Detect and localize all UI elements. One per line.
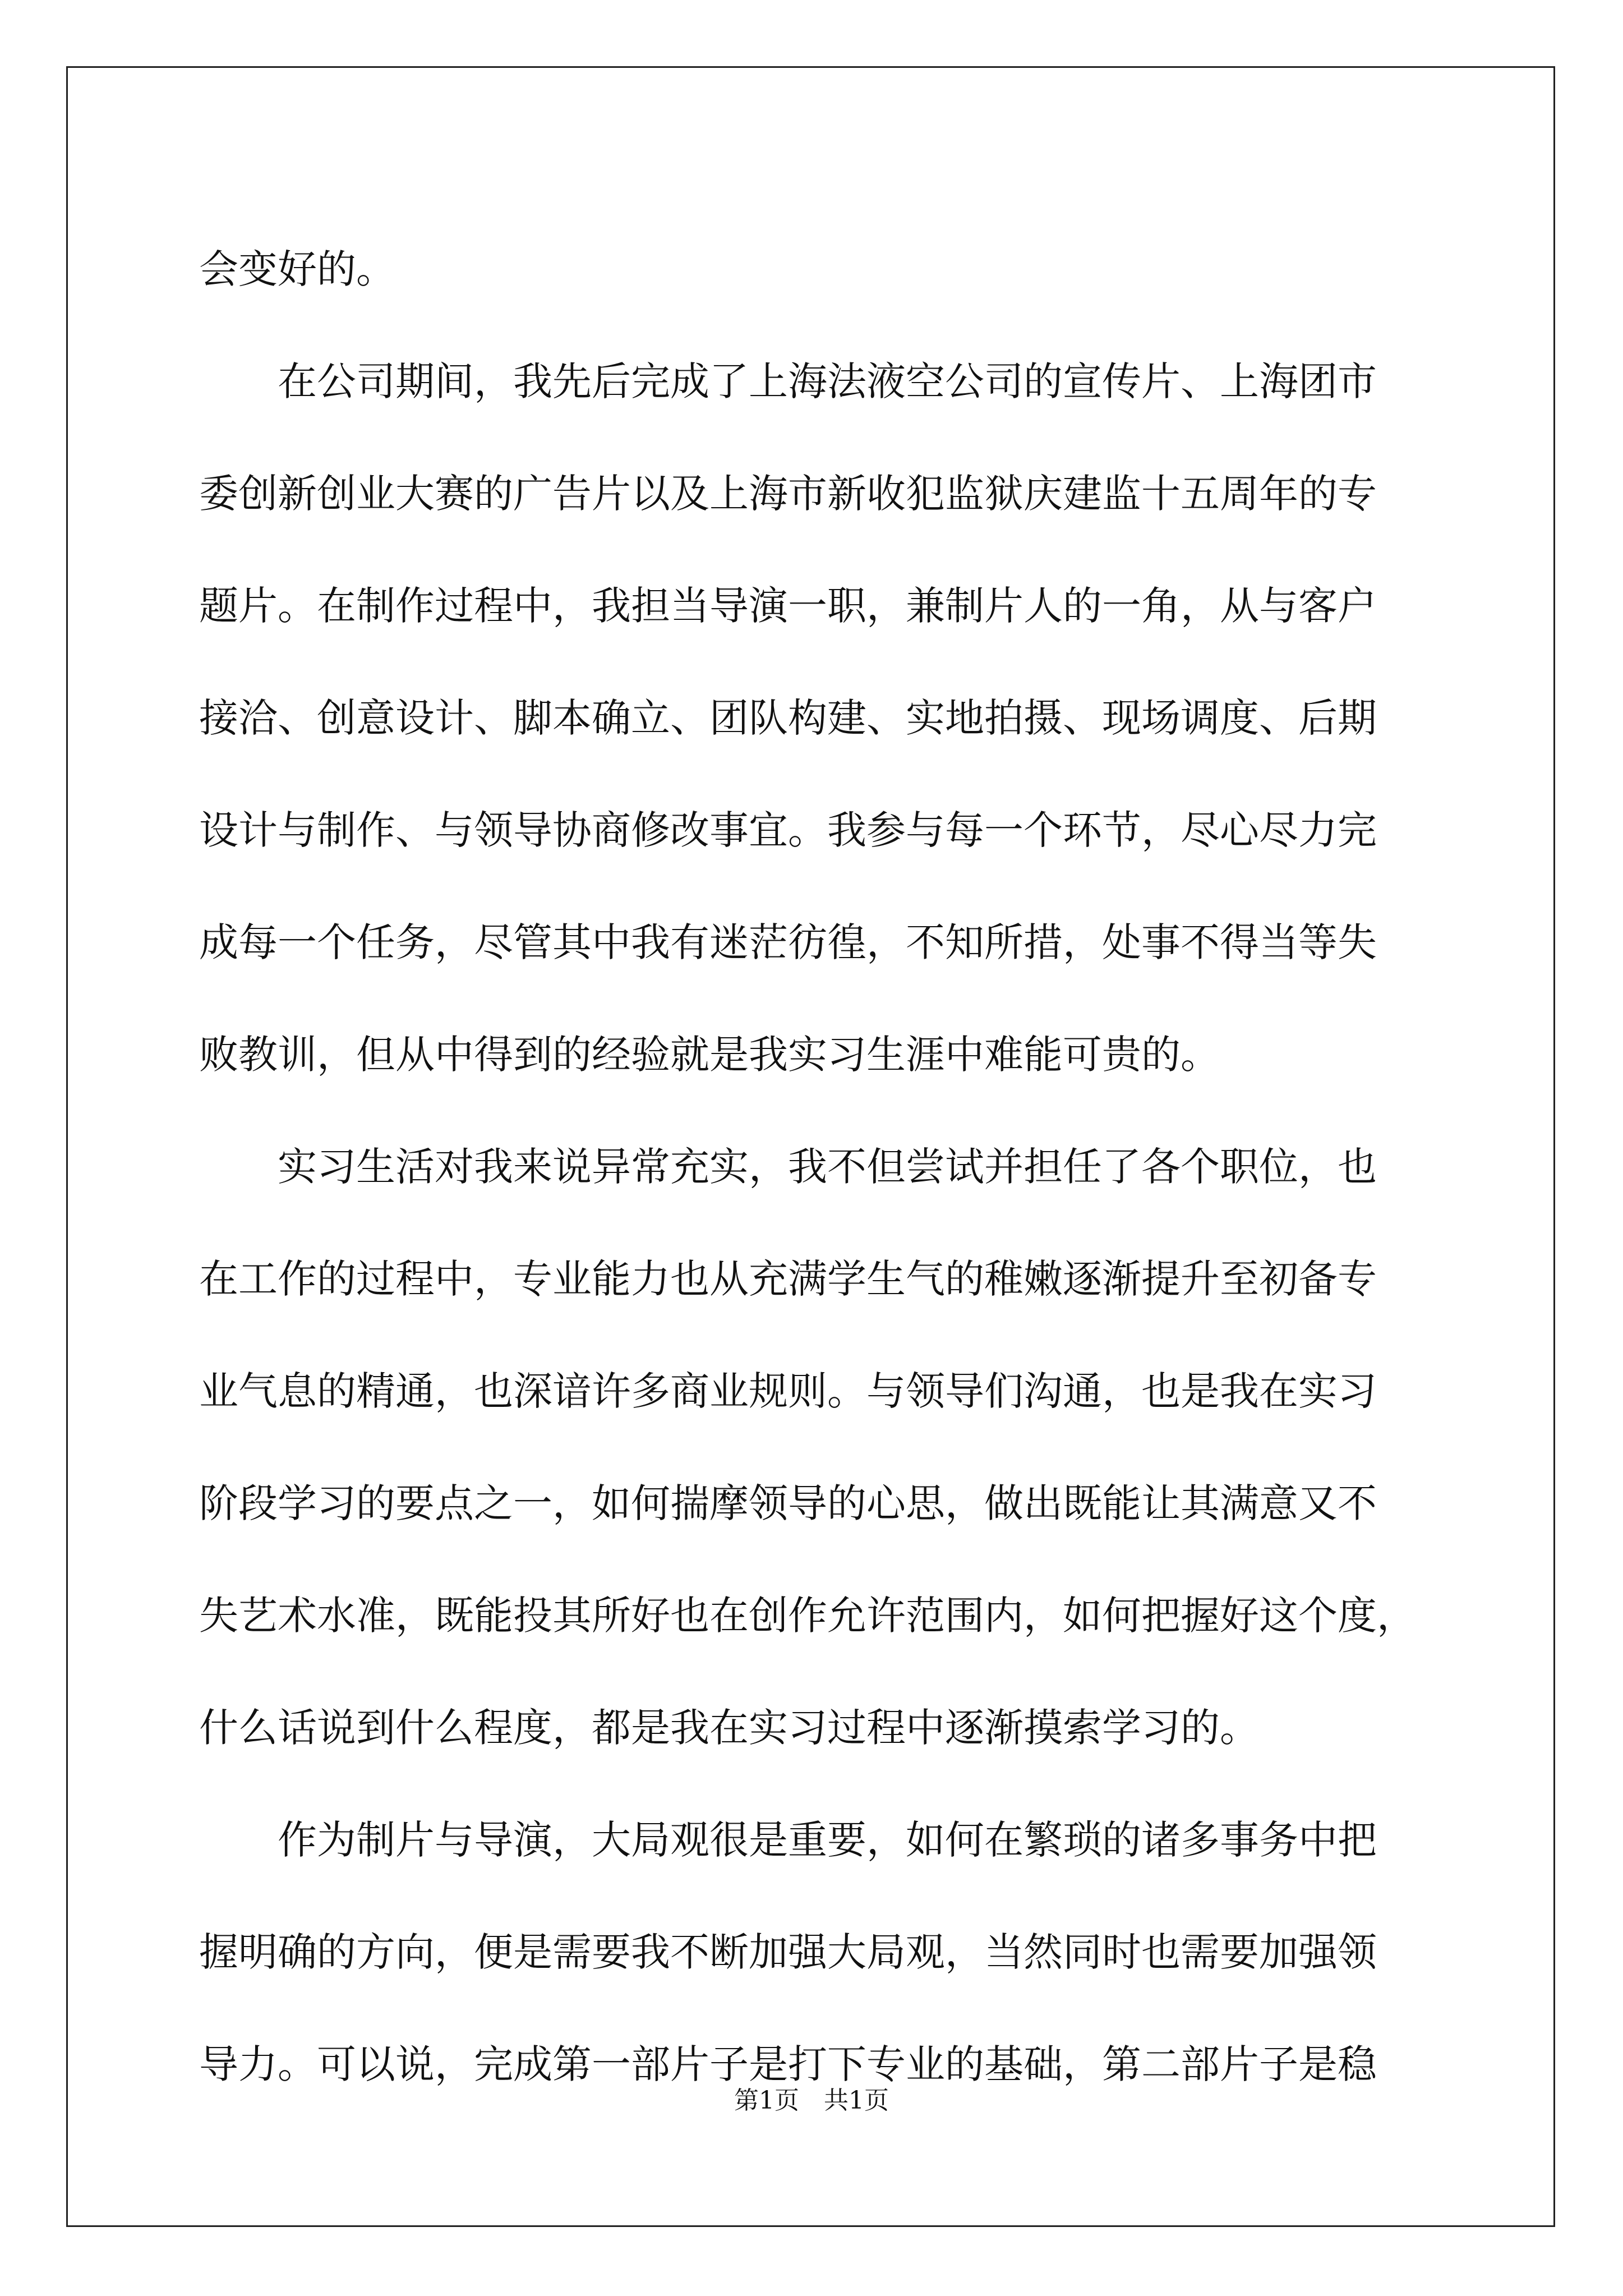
text-line: 题片。在制作过程中，我担当导演一职，兼制片人的一角，从与客户 [199, 583, 1377, 629]
text-line: 败教训，但从中得到的经验就是我实习生涯中难能可贵的。 [199, 1032, 1220, 1078]
text-line: 握明确的方向，便是需要我不断加强大局观，当然同时也需要加强领 [199, 1929, 1377, 1975]
document-body [199, 213, 1467, 2120]
text-line: 实习生活对我来说异常充实，我不但尝试并担任了各个职位，也 [199, 1144, 1377, 1190]
text-line: 什么话说到什么程度，都是我在实习过程中逐渐摸索学习的。 [199, 1705, 1259, 1751]
text-line: 导力。可以说，完成第一部片子是打下专业的基础，第二部片子是稳 [199, 2041, 1377, 2087]
text-line: 业气息的精通，也深谙许多商业规则。与领导们沟通，也是我在实习 [199, 1368, 1377, 1414]
text-line: 会变好的。 [199, 246, 395, 292]
text-line: 失艺术水准，既能投其所好也在创作允许范围内，如何把握好这个度， [199, 1593, 1416, 1639]
text-line: 在工作的过程中，专业能力也从充满学生气的稚嫩逐渐提升至初备专 [199, 1256, 1377, 1302]
text-line: 作为制片与导演，大局观很是重要，如何在繁琐的诸多事务中把 [199, 1817, 1377, 1863]
text-line: 设计与制作、与领导协商修改事宜。我参与每一个环节，尽心尽力完 [199, 807, 1377, 853]
text-line: 委创新创业大赛的广告片以及上海市新收犯监狱庆建监十五周年的专 [199, 471, 1377, 517]
text-line: 成每一个任务，尽管其中我有迷茫彷徨，不知所措，处事不得当等失 [199, 919, 1377, 965]
text-line: 阶段学习的要点之一，如何揣摩领导的心思，做出既能让其满意又不 [199, 1480, 1377, 1526]
page-number-footer: 第1页 共1页 [734, 2086, 889, 2115]
text-line: 接洽、创意设计、脚本确立、团队构建、实地拍摄、现场调度、后期 [199, 695, 1377, 741]
text-line: 在公司期间，我先后完成了上海法液空公司的宣传片、上海团市 [199, 358, 1377, 404]
